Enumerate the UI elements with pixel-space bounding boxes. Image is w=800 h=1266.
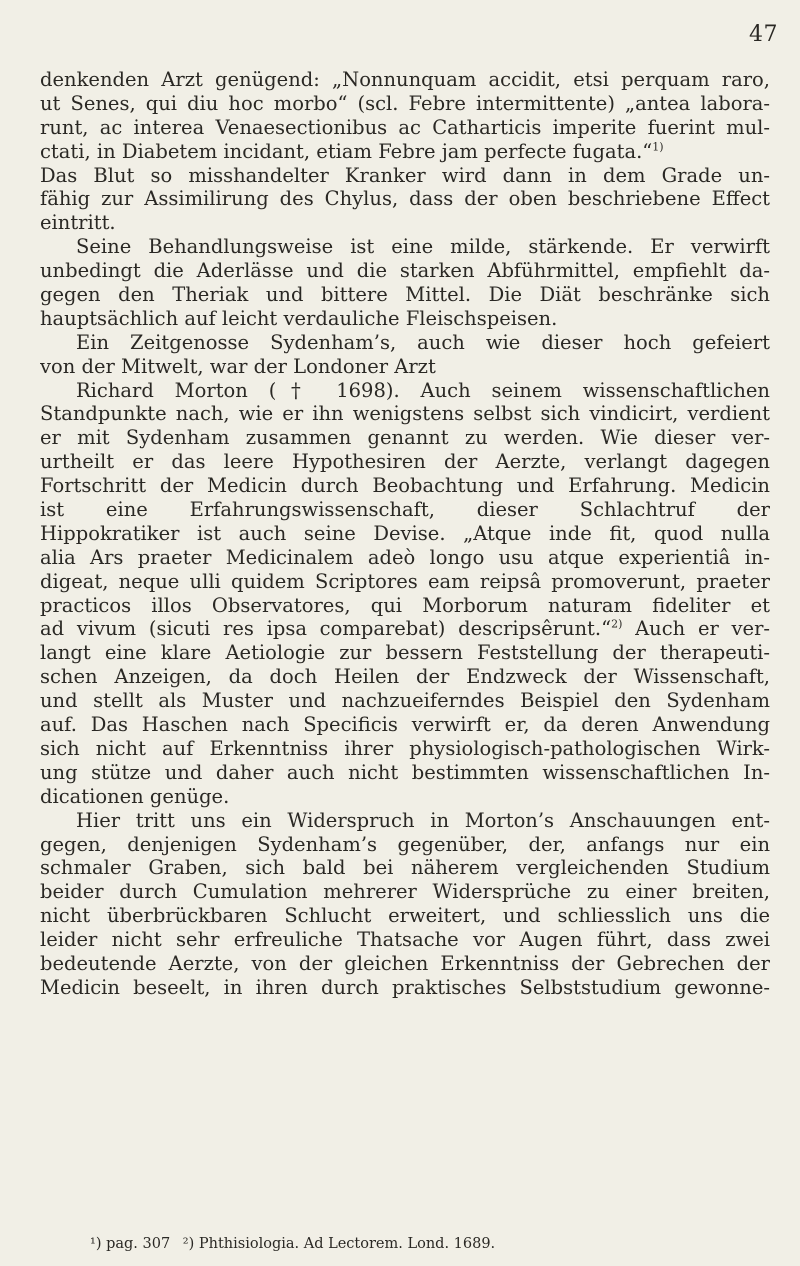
footnote: ¹) pag. 307 xyxy=(90,1236,171,1252)
page-number: 47 xyxy=(749,22,778,47)
text-line: gegen, denjenigen Sydenham’s gegenüber, der, anfangs nur ein xyxy=(40,832,770,856)
text-line xyxy=(40,140,770,164)
text-line: sich nicht auf Erkenntniss ihrer physiologisch-pathologischen Wirk- xyxy=(40,736,770,760)
text-line: digeat, neque ulli quidem Scriptores eam reipsâ promoverunt, praeter xyxy=(40,569,770,593)
text-line: hauptsächlich auf leicht verdauliche Fleischspeisen. xyxy=(40,306,558,330)
text-line: Standpunkte nach, wie er ihn wenigstens selbst sich vindicirt, verdient xyxy=(40,402,770,426)
text-line: Fortschritt der Medicin durch Beobachtung und Erfahrung. Medicin xyxy=(40,474,770,498)
text-line: leider nicht sehr erfreuliche Thatsache vor Augen führt, dass zwei xyxy=(40,928,770,952)
text-line: urtheilt er das leere Hypothesiren der Aerzte, verlangt dagegen xyxy=(40,450,770,474)
text-line: dicationen genüge. xyxy=(40,784,230,808)
text-line: schen Anzeigen, da doch Heilen der Endzweck der Wissenschaft, xyxy=(40,665,770,689)
line-text: ad vivum (sicuti res ipsa comparebat) descripsêrunt.“ xyxy=(40,617,612,641)
text-line: nicht überbrückbaren Schlucht erweitert, und schliesslich uns die xyxy=(40,904,770,928)
text-line: alia Ars praeter Medicinalem adeò longo usu atque experientiâ in- xyxy=(40,545,770,569)
footnote-ref: 1) xyxy=(652,140,664,154)
text-line: Seine Behandlungsweise ist eine milde, stärkende. Er verwirft xyxy=(76,235,770,259)
text-line: bedeutende Aerzte, von der gleichen Erkenntniss der Gebrechen der xyxy=(40,951,770,975)
footnotes xyxy=(90,1236,770,1252)
text-line: er mit Sydenham zusammen genannt zu werden. Wie dieser ver- xyxy=(40,426,770,450)
text-line: von der Mitwelt, war der Londoner Arzt xyxy=(40,354,436,378)
line-text: ctati, in Diabetem incidant, etiam Febre jam perfecte fugata.“ xyxy=(40,139,653,163)
text-line: gegen den Theriak und bittere Mittel. Die Diät beschränke sich xyxy=(40,283,770,307)
body-text xyxy=(40,68,770,1000)
text-line: ut Senes, qui diu hoc morbo“ (scl. Febre intermittente) „antea labora- xyxy=(40,91,770,115)
text-line: eintritt. xyxy=(40,211,116,235)
footnote-ref: 2) xyxy=(611,617,623,631)
text-line: practicos illos Observatores, qui Morborum naturam fideliter et xyxy=(40,593,770,617)
text-line: langt eine klare Aetiologie zur bessern Feststellung der therapeuti- xyxy=(40,641,770,665)
text-line: Medicin beseelt, in ihren durch praktisches Selbststudium gewonne- xyxy=(40,975,770,999)
text-line: Richard Morton († 1698). Auch seinem wissenschaftlichen xyxy=(76,378,770,402)
text-line: runt, ac interea Venaesectionibus ac Catharticis imperite fuerint mul- xyxy=(40,115,770,139)
text-line: ung stütze und daher auch nicht bestimmten wissenschaftlichen In- xyxy=(40,760,770,784)
text-line: schmaler Graben, sich bald bei näherem vergleichenden Studium xyxy=(40,856,770,880)
text-line: Das Blut so misshandelter Kranker wird dann in dem Grade un- xyxy=(40,163,770,187)
text-line xyxy=(40,617,770,641)
line-text: Auch er ver- xyxy=(622,617,770,641)
text-line: ist eine Erfahrungswissenschaft, dieser Schlachtruf der xyxy=(40,498,770,522)
text-line: und stellt als Muster und nachzueiferndes Beispiel den Sydenham xyxy=(40,689,770,713)
text-line: Hier tritt uns ein Widerspruch in Morton’s Anschauungen ent- xyxy=(76,808,770,832)
text-line: auf. Das Haschen nach Specificis verwirft er, da deren Anwendung xyxy=(40,713,770,737)
text-line: Hippokratiker ist auch seine Devise. „Atque inde fit, quod nulla xyxy=(40,521,770,545)
footnote: ²) Phthisiologia. Ad Lectorem. Lond. 1689. xyxy=(182,1236,496,1252)
text-line: Ein Zeitgenosse Sydenham’s, auch wie dieser hoch gefeiert xyxy=(76,330,770,354)
text-line: unbedingt die Aderlässe und die starken Abführmittel, empfiehlt da- xyxy=(40,259,770,283)
text-line: beider durch Cumulation mehrerer Widersprüche zu einer breiten, xyxy=(40,880,770,904)
text-line: denkenden Arzt genügend: „Nonnunquam accidit, etsi perquam raro, xyxy=(40,68,770,91)
text-line: fähig zur Assimilirung des Chylus, dass der oben beschriebene Effect xyxy=(40,187,770,211)
